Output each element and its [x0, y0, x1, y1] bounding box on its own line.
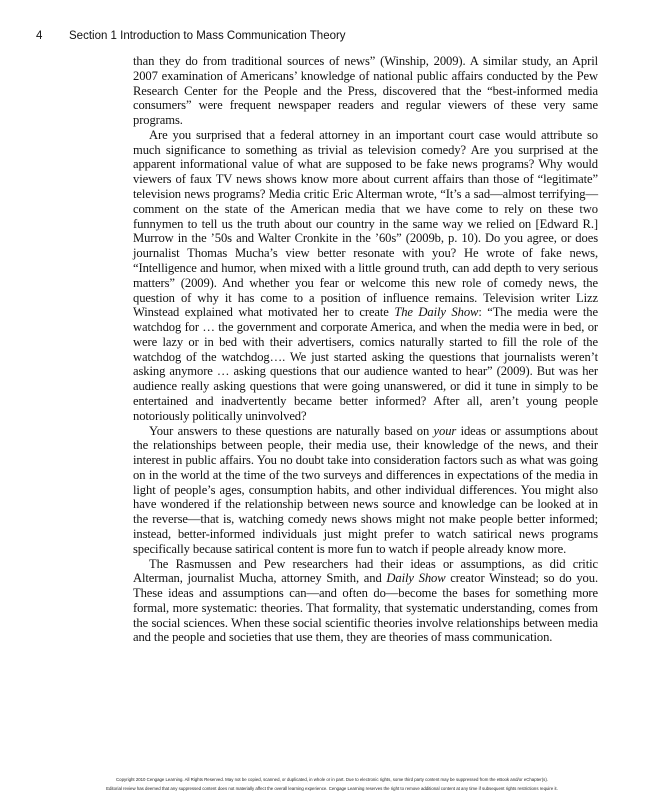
copyright-line-1: Copyright 2010 Cengage Learning. All Rights Reserved. May not be copied, scanned, or duplicated, in whole or in part. Due to electronic rights, some third party content may be suppressed from the eBook and/or eChapter(s).: [116, 777, 548, 782]
paragraph-text: creator Winstead; so do you. These ideas and assumptions can—and often do—become the bases for something more formal, more systematic: theories. That formality, that systematic understanding, comes from the social sciences. When these social scientific theories involve relationships between media and the people and societies that use them, they are theories of mass communication.: [133, 571, 598, 645]
running-title: Section 1 Introduction to Mass Communication Theory: [69, 30, 346, 42]
paragraph-text: The Rasmussen and Pew researchers had their ideas or assumptions, as did critic Alterman, journalist Mucha, attorney Smith, and: [133, 556, 598, 586]
paragraph-text: Your answers to these questions are naturally based on: [149, 423, 434, 438]
paragraph-text: : “The media were the watchdog for … the government and corporate America, and when the media were in bed, or were lazy or in bed with their advertisers, comics naturally started to fill the role of the watchdog of the watchdog…. We just started asking the questions that journalists weren’t asking anymore … asking questions that our audience wanted to hear” (2009). But was her audience really asking questions that were going unanswered, or did it tune in simply to be entertained and inadvertently became better informed? After all, aren’t young people notoriously politically uninvolved?: [133, 305, 598, 423]
copyright-line-2: Editorial review has deemed that any suppressed content does not materially affect the overall learning experience. Cengage Learning reserves the right to remove additional content at any time if subsequent rights restrictions require it.: [106, 785, 558, 791]
emphasis-italic: your: [433, 423, 457, 438]
paragraph-text: ideas or assumptions about the relationships between people, their media use, their knowledge of the news, and their interest in public affairs. You no doubt take into consideration factors such as what was going on in the world at the time of the two surveys and differences in expectations of the media in light of people’s ages, consumption habits, and other individual differences. You might also have wondered if the relationship between news source and knowledge can be looked at in the reverse—that is, watching comedy news shows might not make people better informed; instead, better-informed individuals just might prefer to watch satirical news programs specifically because satirical content is more fun to watch if people already know more.: [133, 423, 598, 556]
paragraph-4: [133, 557, 598, 646]
paragraph-text: than they do from traditional sources of news” (Winship, 2009). A similar study, an April 2007 examination of Americans’ knowledge of national public affairs conducted by the Pew Research Center for the People and the Press, discovered that the “best-informed media consumers” were frequent newspaper readers and regular viewers of these very same programs.: [133, 54, 598, 128]
page-number: 4: [36, 30, 43, 42]
copyright-footer: [30, 776, 634, 793]
show-title-italic: Daily Show: [386, 571, 446, 586]
paragraph-text: Are you surprised that a federal attorney in an important court case would attribute so much significance to something as trivial as television comedy? Are you surprised at the apparent informational value of what are supposed to be fake news programs? Why would viewers of faux TV news shows know more about current affairs than those of “legitimate” television news programs? Media critic Eric Alterman wrote, “It’s a sad—almost terrifying—comment on the state of the American media that we have come to rely on these two funnymen to tell us the truth about our country in the same way we relied on [Edward R.] Murrow in the ’50s and Walter Cronkite in the ’60s” (2009b, p. 10). Do you agree, or does journalist Thomas Mucha’s view better resonate with you? He wrote of fake news, “Intelligence and humor, when mixed with a little ground truth, can add depth to very serious matters” (2009). And whether you fear or welcome this new role of comedy news, the question of why it has come to a position of influence remains. Television writer Lizz Winstead explained what motivated her to create: [133, 127, 598, 320]
show-title-italic: The Daily Show: [394, 305, 479, 320]
running-header: [36, 30, 616, 42]
paragraph-1: [133, 54, 598, 128]
body-text: [133, 54, 598, 645]
paragraph-2: [133, 128, 598, 424]
paragraph-3: [133, 424, 598, 557]
